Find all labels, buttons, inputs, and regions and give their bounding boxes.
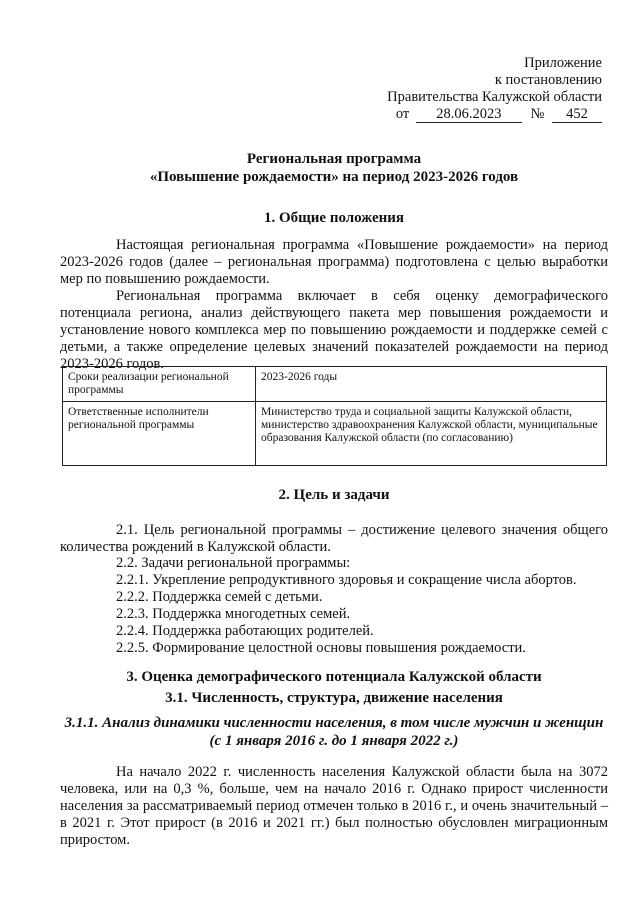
- subsection-3-1-1-heading-line-2: (с 1 января 2016 г. до 1 января 2022 г.): [209, 733, 459, 749]
- subsection-3-1-heading: 3.1. Численность, структура, движение населения: [165, 690, 503, 706]
- tasks-intro: 2.2. Задачи региональной программы:: [116, 555, 351, 571]
- table-row: [63, 367, 607, 402]
- annex-date-line: [362, 106, 602, 123]
- program-title-line-1: Региональная программа: [246, 151, 422, 167]
- table-cell-value: Министерство труда и социальной защиты Калужской области, министерство здравоохранения Калужской области, муниципальные образования Калужской области (по согласованию): [256, 402, 607, 466]
- section-2-heading: 2. Цель и задачи: [278, 487, 390, 503]
- task-item: 2.2.5. Формирование целостной основы повышения рождаемости.: [116, 640, 526, 656]
- decree-date: 28.06.2023: [416, 107, 522, 123]
- decree-number: 452: [552, 107, 602, 123]
- table-row: [63, 402, 607, 466]
- program-info-table: [62, 366, 607, 466]
- section-3-text: [60, 764, 608, 849]
- table-cell-value: 2023-2026 годы: [256, 367, 607, 402]
- section-1-paragraph-1: Настоящая региональная программа «Повышение рождаемости» на период 2023-2026 годов (далее – региональная программа) подготовлена с целью выработки мер по повышению рождаемости.: [60, 237, 608, 287]
- population-paragraph: На начало 2022 г. численность населения Калужской области была на 3072 человека, или на 0,3 %, больше, чем на начало 2016 г. Однако прирост численности населения за рассматриваемый период отмечен только в 2016 г., и очень значительный – в 2021 г. Этот прирост (в 2016 и 2021 гг.) был полностью обусловлен миграционным приростом.: [60, 764, 608, 848]
- task-item: 2.2.2. Поддержка семей с детьми.: [116, 589, 323, 605]
- program-title-line-2: «Повышение рождаемости» на период 2023-2026 годов: [149, 169, 519, 185]
- task-item: 2.2.4. Поддержка работающих родителей.: [116, 623, 374, 639]
- section-2-goal: [60, 522, 608, 556]
- annex-block: [362, 55, 602, 123]
- task-item: 2.2.3. Поддержка многодетных семей.: [116, 606, 351, 622]
- number-label: №: [530, 106, 545, 122]
- annex-line-3: Правительства Калужской области: [387, 89, 602, 105]
- annex-line-2: к постановлению: [494, 72, 602, 88]
- section-1-text: [60, 237, 608, 373]
- annex-line-1: Приложение: [524, 55, 602, 71]
- goal-paragraph: 2.1. Цель региональной программы – достижение целевого значения общего количества рождений в Калужской области.: [60, 522, 608, 555]
- table-cell-label: Сроки реализации региональной программы: [63, 367, 256, 402]
- section-1-heading: 1. Общие положения: [263, 210, 405, 226]
- task-item: 2.2.1. Укрепление репродуктивного здоровья и сокращение числа абортов.: [116, 572, 577, 588]
- table-cell-label: Ответственные исполнители региональной программы: [63, 402, 256, 466]
- subsection-3-1-1-heading-line-1: 3.1.1. Анализ динамики численности населения, в том числе мужчин и женщин: [64, 715, 604, 731]
- section-3-heading: 3. Оценка демографического потенциала Калужской области: [126, 669, 542, 685]
- section-1-paragraph-2: Региональная программа включает в себя оценку демографического потенциала региона, анализ действующего пакета мер повышения рождаемости и установление нового комплекса мер по повышению рождаемости и поддержке семей с детьми, а также определение целевых значений показателей рождаемости на период 2023-2026 годов.: [60, 288, 608, 372]
- from-label: от: [395, 106, 410, 122]
